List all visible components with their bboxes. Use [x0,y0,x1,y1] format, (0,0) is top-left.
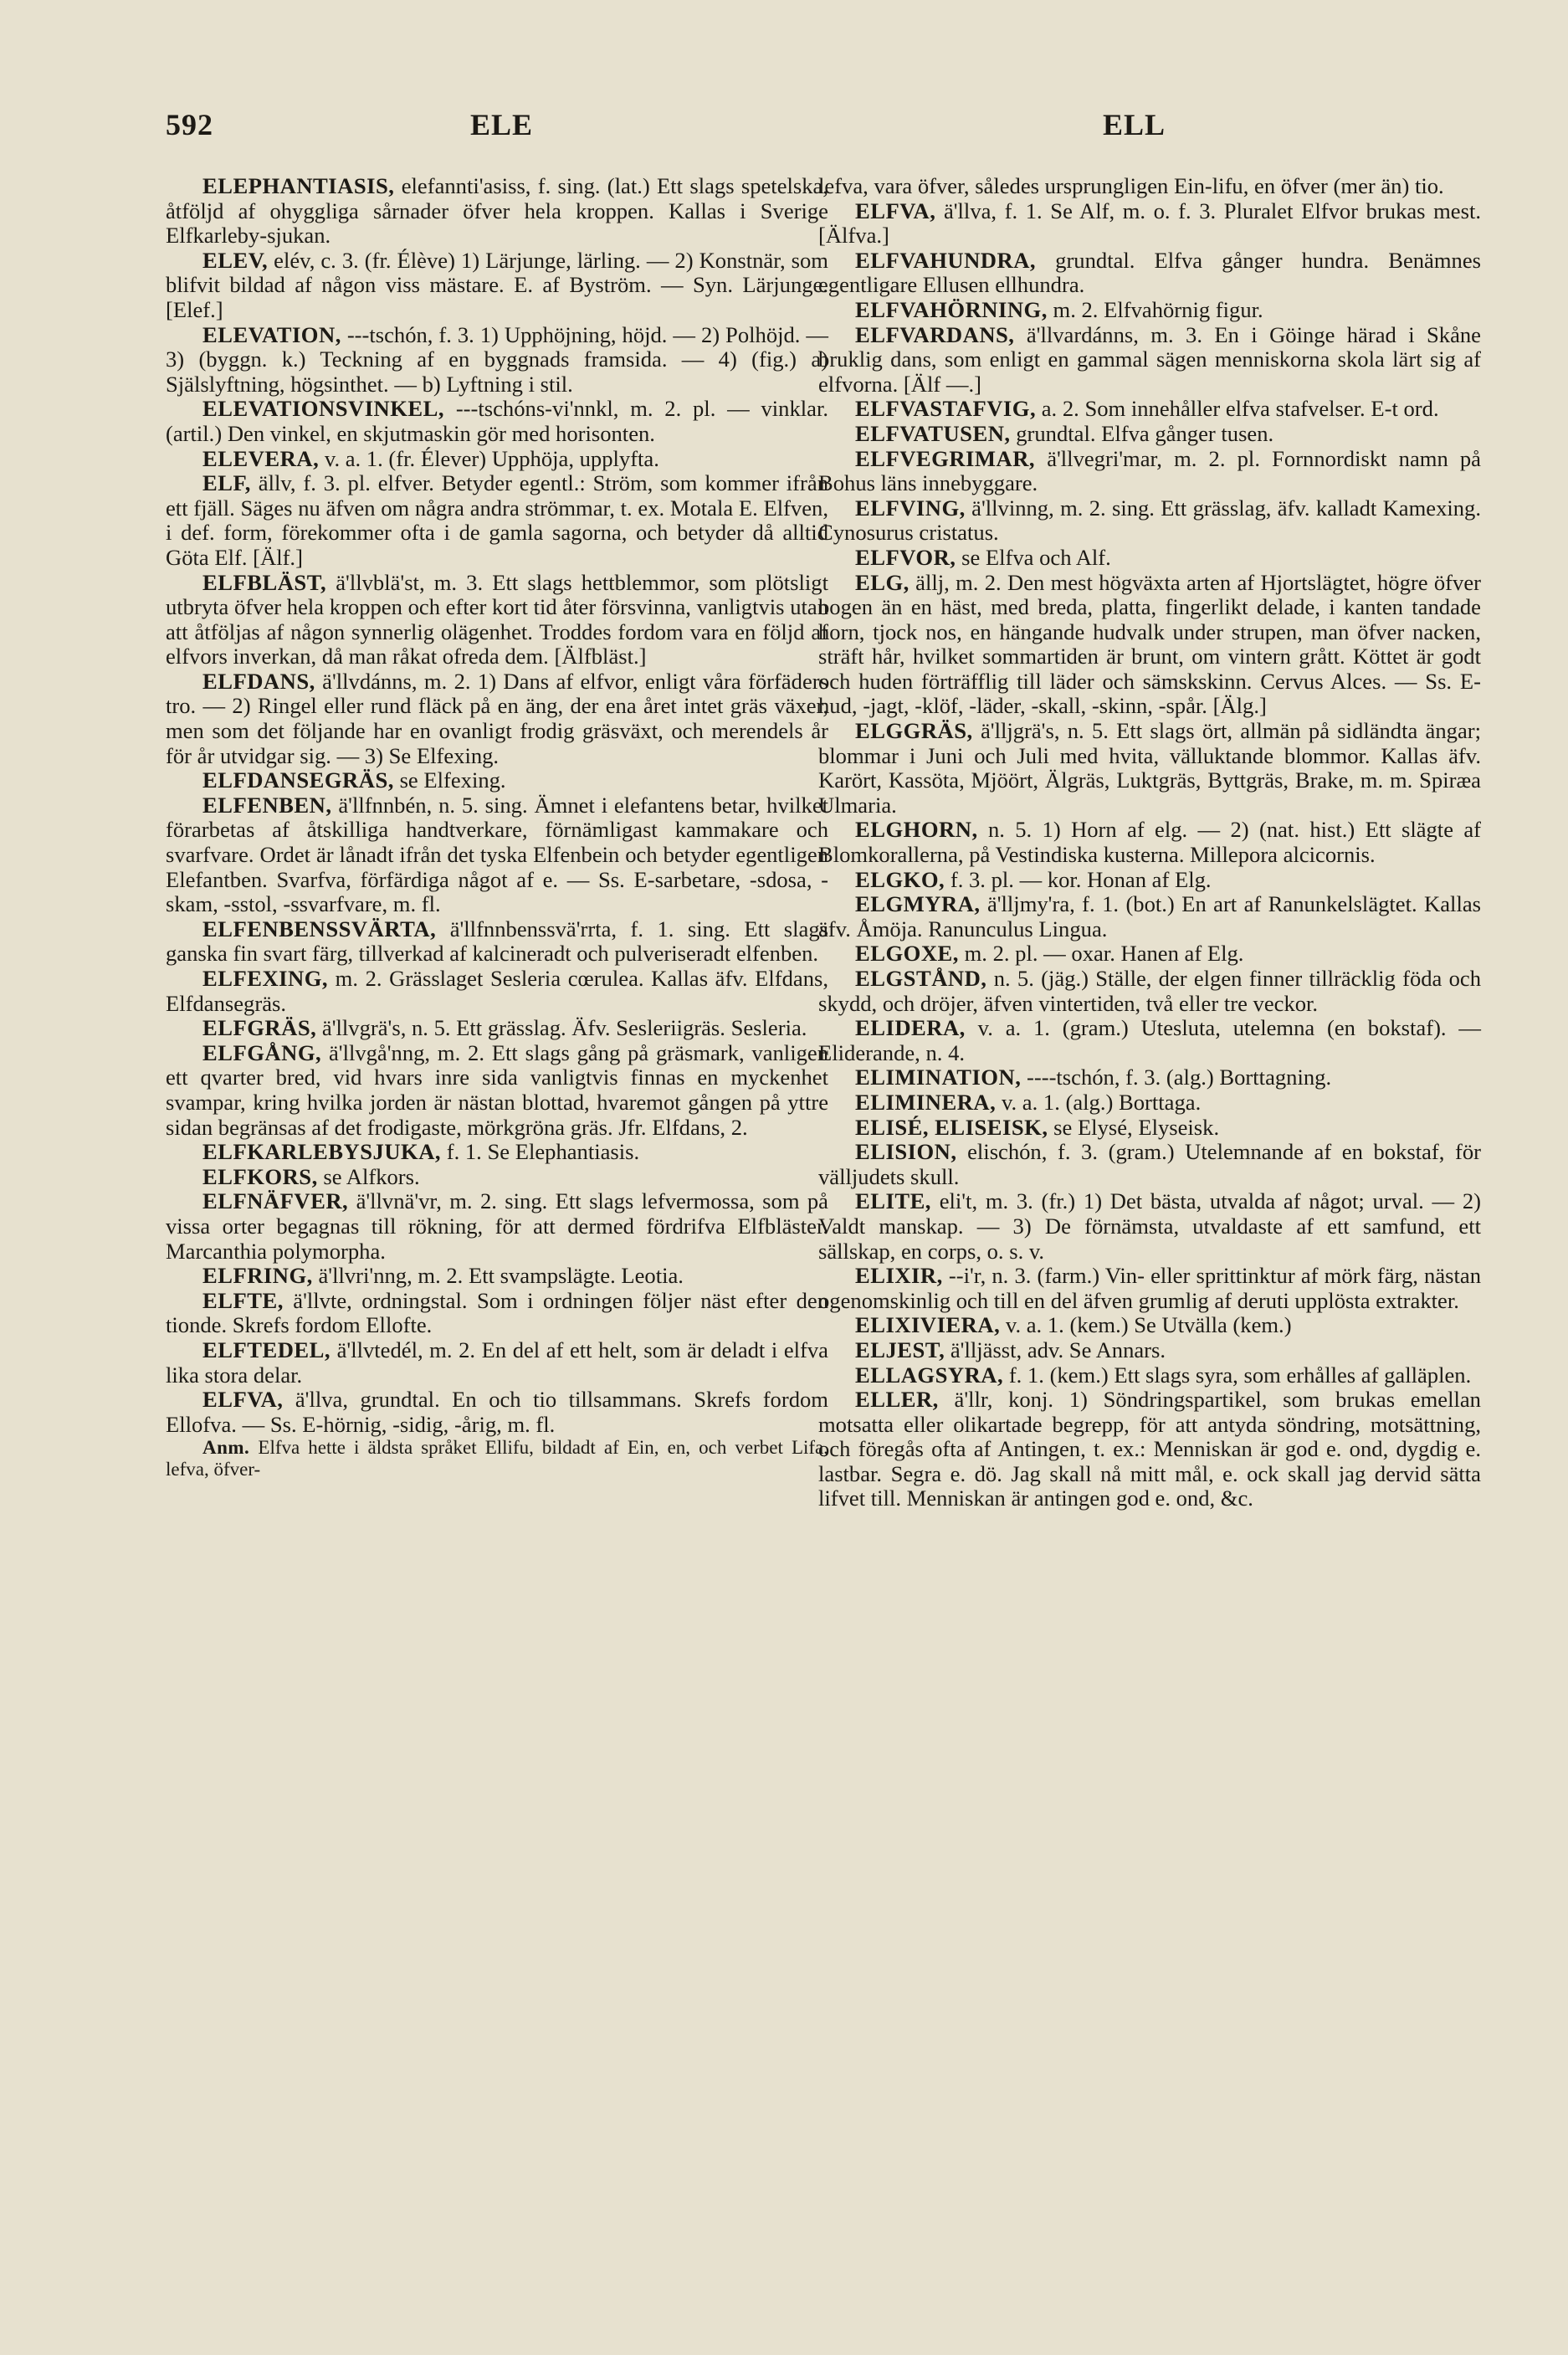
dictionary-entry [166,471,828,570]
entry-headword: ELFKARLEBYSJUKA, [202,1139,442,1165]
entry-headword: ELFVOR, [855,544,956,570]
entry-headword: ELFBLÄST, [202,569,327,595]
entry-text: v. a. 1. (fr. Élever) Upphöja, upplyfta. [324,445,659,471]
entry-text: ä'lljgrä's, n. 5. Ett slags ört, allmän på sidländta ängar; blommar i Juni och Juli med hvita, välluktande blommor. Kallas äfv. Karört, Kassöta, Mjöört, Älgräs, Luktgräs, Byttgräs, Brake, m. m. Spiræa Ulmaria. [818,718,1481,818]
entry-headword: ELFENBENSSVÄRTA, [202,916,437,941]
entry-text: ä'llva, f. 1. Se Alf, m. o. f. 3. Pluralet Elfvor brukas mest. [Älfva.] [818,198,1481,249]
dictionary-entry [166,1016,828,1041]
right-running-head: ELL [1103,108,1166,141]
entry-headword: ELFDANSEGRÄS, [202,767,394,793]
entry-headword: ELIXIVIERA, [855,1312,1001,1338]
entry-headword: ELFTEDEL, [202,1337,331,1362]
entry-text: ä'llvdánns, m. 2. 1) Dans af elfvor, enligt våra förfäders tro. — 2) Ringel eller rund fläck på en äng, der ena året intet gräs växer, men som det följande har en ovanligt frodig gräsväxt, och merendels år för år utvidgar sig. — 3) Se Elfexing. [166,668,828,768]
dictionary-entry [818,1338,1481,1363]
entry-text: ä'llvblä'st, m. 3. Ett slags hettblemmor, som plötsligt utbryta öfver hela kroppen och efter kort tid åter försvinna, vanligtvis utan att åtföljas af någon synnerlig olägenhet. Troddes fordom vara en följd af elfvors inverkan, då man råkat ofreda dem. [Älfbläst.] [166,569,828,670]
entry-text: n. 5. 1) Horn af elg. — 2) (nat. hist.) Ett slägte af Blomkorallerna, på Vestindiska kusterna. Millepora alcicornis. [818,817,1482,868]
dictionary-entry [818,323,1481,398]
dictionary-entry [818,1264,1481,1313]
entry-text: ä'llvardánns, m. 3. En i Göinge härad i Skåne bruklig dans, som enligt en gammal sägen menniskorna skola lärt sig af elfvorna. [Älf —.] [818,321,1481,397]
dictionary-entry [818,1140,1481,1189]
entry-headword: ELEVATION, [202,321,341,347]
entry-text: n. 5. (jäg.) Ställe, der elgen finner tillräcklig föda och skydd, och dröjer, äfven vintertiden, två eller tre veckor. [818,966,1481,1016]
entry-text: Elfva hette i äldsta språket Ellifu, bildadt af Ein, en, och verbet Lifa, lefva, öfver- [166,1437,828,1480]
entry-text: ä'llvgå'nng, m. 2. Ett slags gång på gräsmark, vanligen ett qvarter bred, vid hvars inre sida vanligtvis finnas en myckenhet svampar, kring hvilka jorden är nästan blottad, hvaremot gången på yttre sidan begränsas af det frodigaste, mörkgröna gräs. Jfr. Elfdans, 2. [166,1039,828,1140]
entry-headword: ELFEXING, [202,966,329,991]
dictionary-entry [818,967,1481,1016]
dictionary-entry [166,967,828,1016]
entry-text: ä'llfnnbén, n. 5. sing. Ämnet i elefantens betar, hvilket förarbetas af åtskilliga handtverkare, förnämligast kammakare och svarfvare. Ordet är lånadt ifrån det tyska Elfenbein och betyder egentligen Elefantben. Svarfva, förfärdiga något af e. — Ss. E-sarbetare, -sdosa, -skam, -sstol, -ssvarfvare, m. fl. [166,792,829,917]
dictionary-entry [166,397,828,446]
left-column [166,174,828,1480]
entry-text: v. a. 1. (alg.) Borttaga. [1001,1089,1202,1115]
dictionary-entry [166,670,828,768]
entry-headword: ELITE, [855,1188,931,1214]
entry-headword: ELGHORN, [855,817,978,843]
entry-headword: ELFENBEN, [202,792,332,818]
entry-headword: ELFVASTAFVIG, [855,396,1037,422]
dictionary-entry [166,1189,828,1264]
page-number: 592 [166,108,213,141]
entry-headword: ELG, [855,569,910,595]
entry-text: elefannti'asiss, f. sing. (lat.) Ett slags spetelska, åtföljd af ohyggliga sårnader öfver hela kroppen. Kallas i Sverige Elfkarleby-sjukan. [166,173,828,249]
entry-headword: ELIDERA, [855,1015,966,1041]
entry-text: ä'llr, konj. 1) Söndringspartikel, som brukas emellan motsatta eller olikartade begrepp, för att antyda söndring, motsättning, och föregås ofta af Antingen, t. ex.: Menniskan är god e. ond, dygdig e. lastbar. Segra e. dö. Jag skall nå mitt mål, e. ock skall jag dervid sätta lifvet till. Menniskan är antingen god e. ond, &c. [818,1387,1481,1511]
entry-text: ä'llvte, ordningstal. Som i ordningen följer näst efter den tionde. Skrefs fordom Ellofte. [166,1287,828,1338]
entry-text: m. 2. pl. — oxar. Hanen af Elg. [964,941,1244,967]
entry-headword: ELGMYRA, [855,891,981,917]
entry-text: f. 3. pl. — kor. Honan af Elg. [950,866,1212,892]
entry-text: m. 2. Elfvahörnig figur. [1053,296,1263,322]
entry-text: v. a. 1. (gram.) Utesluta, utelemna (en bokstaf). — Eliderande, n. 4. [818,1015,1482,1065]
entry-text: se Alfkors. [323,1163,420,1189]
entry-text: ä'llfnnbenssvä'rrta, f. 1. sing. Ett slags ganska fin svart färg, tillverkad af kalcineradt och pulveriseradt elfenben. [166,916,828,967]
entry-headword: ELFNÄFVER, [202,1188,349,1214]
dictionary-entry [166,249,828,323]
entry-headword: ELFGRÄS, [202,1015,317,1041]
dictionary-entry [818,1065,1481,1090]
entry-text: elischón, f. 3. (gram.) Utelemnande af en bokstaf, för välljudets skull. [818,1139,1481,1189]
dictionary-entry [166,1264,828,1289]
entry-text: ällj, m. 2. Den mest högväxta arten af Hjortslägtet, högre öfver bogen än en häst, med breda, platta, fingerlikt delade, i kanten tandade horn, tjock nos, en hängande hudvalk under strupen, man öfver nacken, sträft hår, hvilket sommartiden är brunt, om vintern grått. Köttet är godt och huden förträfflig till läder och sämskskinn. Cervus Alces. — Ss. E-hud, -jagt, -klöf, -läder, -skall, -skinn, -spår. [Älg.] [818,569,1481,719]
dictionary-entry [818,447,1481,496]
entry-headword: ELISION, [855,1139,957,1165]
dictionary-entry [818,1363,1481,1388]
entry-headword: ELGGRÄS, [855,718,973,744]
dictionary-entry [818,571,1481,720]
entry-text: --i'r, n. 3. (farm.) Vin- eller sprittinktur af mörk färg, nästan ogenomskinlig och till en del äfven grumlig af deruti upplösta extrakter. [818,1263,1481,1313]
entry-text: ä'llvgrä's, n. 5. Ett grässlag. Äfv. Sesleriigräs. Sesleria. [321,1015,807,1041]
entry-headword: ELEPHANTIASIS, [202,173,395,198]
entry-text: v. a. 1. (kem.) Se Utvälla (kem.) [1005,1312,1292,1338]
entry-headword: ELFVAHÖRNING, [855,296,1048,322]
dictionary-entry [818,546,1481,571]
entry-headword: ELLER, [855,1387,939,1413]
dictionary-entry [818,892,1481,941]
dictionary-entry [166,1140,828,1165]
dictionary-entry [166,1388,828,1437]
dictionary-entry [818,249,1481,298]
entry-text: ---tschóns-vi'nnkl, m. 2. pl. — vinklar. (artil.) Den vinkel, en skjutmaskin gör med horisonten. [166,396,828,446]
entry-text: elév, c. 3. (fr. Élève) 1) Lärjunge, lärling. — 2) Konstnär, som blifvit bildad af någon viss mästare. E. af Byström. — Syn. Lärjunge. [Elef.] [166,247,828,322]
entry-text: ä'llvri'nng, m. 2. Ett svampslägte. Leotia. [318,1263,684,1289]
dictionary-entry [818,1189,1481,1264]
dictionary-entry [166,447,828,472]
entry-text: a. 2. Som innehåller elfva stafvelser. E-t ord. [1041,396,1439,422]
entry-headword: ELFVA, [202,1387,284,1413]
entry-text: ä'llvnä'vr, m. 2. sing. Ett slags lefvermossa, som på vissa orter begagnas till rökning, för att dermed fördrifva Elfbläster. Marcanthia polymorpha. [166,1188,828,1264]
entry-headword: ELEVERA, [202,445,320,471]
entry-headword: ELIXIR, [855,1263,943,1289]
entry-text: lefva, vara öfver, således ursprungligen Ein-lifu, en öfver (mer än) tio. [818,173,1444,198]
dictionary-entry [166,571,828,670]
dictionary-entry [166,768,828,793]
dictionary-entry [166,1041,828,1140]
dictionary-entry [818,868,1481,893]
dictionary-entry [818,1090,1481,1116]
entry-headword: ELFVING, [855,495,966,521]
entry-text: ällv, f. 3. pl. elfver. Betyder egentl.: Ström, som kommer ifrån ett fjäll. Säges nu äfven om några andra strömmar, t. ex. Motala E. Elfven, i def. form, förekommer ofta i de gamla sagorna, och betyder då alltid Göta Elf. [Älf.] [166,470,828,570]
entry-text: ----tschón, f. 3. (alg.) Borttagning. [1027,1065,1332,1090]
entry-text: f. 1. (kem.) Ett slags syra, som erhålles af galläplen. [1008,1362,1472,1388]
dictionary-entry [166,1165,828,1190]
entry-text: grundtal. Elfva gånger hundra. Benämnes egentligare Ellusen ellhundra. [818,247,1481,298]
entry-text: eli't, m. 3. (fr.) 1) Det bästa, utvalda af något; urval. — 2) Valdt manskap. — 3) De förnämsta, utvaldaste af ett samfund, ett sällskap, en corps, o. s. v. [818,1188,1481,1264]
entry-text: ä'lljmy'ra, f. 1. (bot.) En art af Ranunkelslägtet. Kallas äfv. Åmöja. Ranunculus Lingua. [818,891,1481,941]
dictionary-entry [166,917,828,967]
entry-text: f. 1. Se Elephantiasis. [446,1139,640,1165]
dictionary-entry [166,1289,828,1338]
dictionary-entry [166,793,828,917]
entry-headword: ELFDANS, [202,668,315,694]
dictionary-entry [818,397,1481,422]
entry-text: ä'llva, grundtal. En och tio tillsammans. Skrefs fordom Ellofva. — Ss. E-hörnig, -sidig, -årig, m. fl. [166,1387,828,1437]
dictionary-entry [818,1016,1481,1065]
entry-headword: ELGSTÅND, [855,966,987,991]
entry-headword: ELISÉ, ELISEISK, [855,1114,1048,1140]
dictionary-entry [818,818,1481,867]
entry-headword: ELGOXE, [855,941,959,967]
entry-headword: ELFVATUSEN, [855,420,1011,446]
entry-headword: ELFVARDANS, [855,321,1015,347]
dictionary-entry [818,941,1481,967]
dictionary-entry [166,1437,828,1480]
entry-headword: ELFTE, [202,1287,284,1313]
entry-headword: ELFKORS, [202,1163,318,1189]
entry-headword: ELLAGSYRA, [855,1362,1004,1388]
entry-text: ä'llvegri'mar, m. 2. pl. Fornnordiskt namn på Bohus läns innebyggare. [818,445,1481,496]
left-running-head: ELE [470,108,534,141]
entry-headword: ELGKO, [855,866,945,892]
entry-text: ---tschón, f. 3. 1) Upphöjning, höjd. — 2) Polhöjd. — 3) (byggn. k.) Teckning af en byggnads framsida. — 4) (fig.) a) Själslyftning, högsinthet. — b) Lyftning i stil. [166,321,828,397]
dictionary-entry [166,323,828,398]
entry-text: m. 2. Grässlaget Sesleria cœrulea. Kallas äfv. Elfdans, Elfdansegräs. [166,966,828,1016]
right-column [818,174,1481,1511]
entry-text: ä'llvinng, m. 2. sing. Ett grässlag, äfv. kalladt Kamexing. Cynosurus cristatus. [818,495,1482,546]
entry-headword: ELFVEGRIMAR, [855,445,1036,471]
entry-text: se Elfexing. [399,767,506,793]
dictionary-entry [818,496,1481,546]
entry-headword: ELEV, [202,247,269,273]
entry-headword: ELEVATIONSVINKEL, [202,396,445,422]
entry-text: se Elfva och Alf. [961,544,1111,570]
entry-headword: ELFVAHUNDRA, [855,247,1037,273]
dictionary-entry [166,1338,828,1388]
dictionary-entry [818,174,1481,199]
entry-headword: ELFGÅNG, [202,1039,322,1065]
entry-headword: ELF, [202,470,251,496]
dictionary-entry [818,298,1481,323]
dictionary-entry [818,422,1481,447]
entry-text: ä'lljässt, adv. Se Annars. [950,1337,1166,1362]
dictionary-entry [166,174,828,249]
dictionary-entry [818,199,1481,249]
entry-headword: ELIMINATION, [855,1065,1022,1090]
entry-headword: ELFVA, [855,198,936,223]
dictionary-entry [818,1388,1481,1511]
entry-text: se Elysé, Elyseisk. [1053,1114,1220,1140]
entry-headword: ELIMINERA, [855,1089,997,1115]
entry-text: ä'llvtedél, m. 2. En del af ett helt, som är deladt i elfva lika stora delar. [166,1337,828,1388]
dictionary-entry [818,719,1481,818]
entry-headword: Anm. [202,1437,250,1459]
entry-text: grundtal. Elfva gånger tusen. [1016,420,1274,446]
entry-headword: ELJEST, [855,1337,945,1362]
entry-headword: ELFRING, [202,1263,313,1289]
dictionary-entry [818,1313,1481,1338]
dictionary-entry [818,1116,1481,1141]
